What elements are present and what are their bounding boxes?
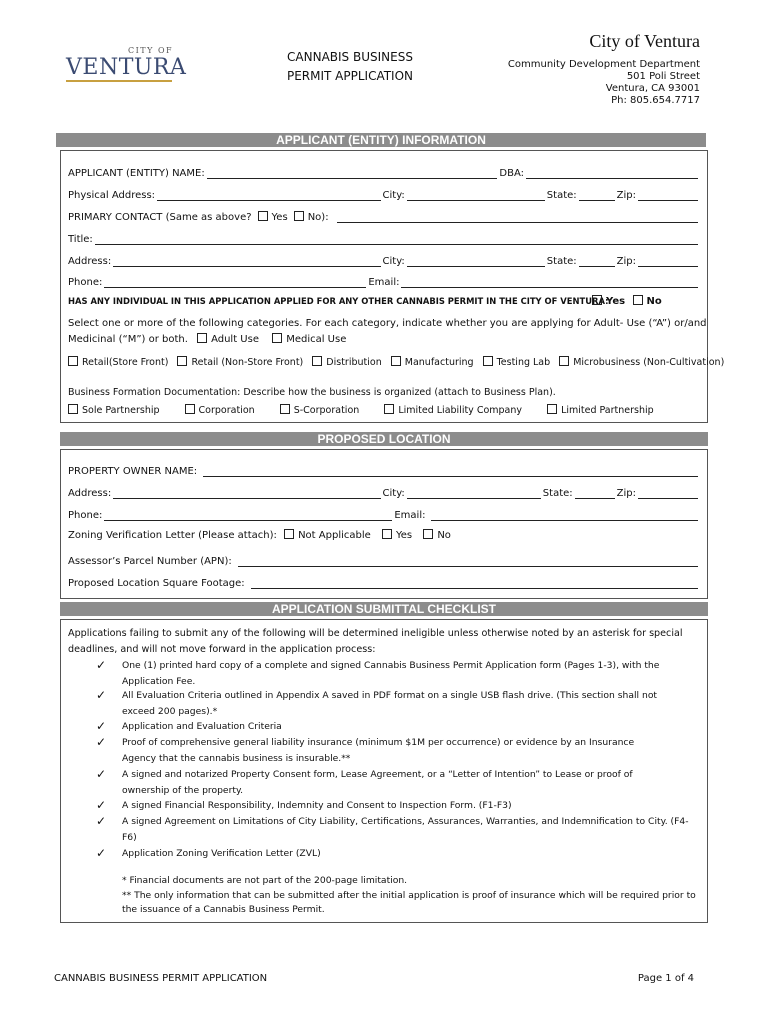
applicant-name-row — [68, 166, 700, 179]
check-icon: ✓ — [96, 767, 107, 781]
state-label: State: — [546, 190, 577, 201]
zoning-no-label: No — [437, 530, 451, 541]
check-icon: ✓ — [96, 814, 107, 828]
zoning-yes-label: Yes — [395, 530, 413, 541]
primary-contact-label: PRIMARY CONTACT (Same as above? — [68, 212, 252, 223]
logo-small-text: CITY OF — [128, 46, 174, 55]
city-state: Ventura, CA 93001 — [605, 83, 700, 94]
owner-name-label: PROPERTY OWNER NAME: — [68, 466, 198, 477]
medical-use-label: Medical Use — [286, 334, 347, 345]
contact-email-input[interactable] — [401, 277, 698, 288]
checklist-item-text-cont: Agency that the cannabis business is insurable.** — [122, 753, 351, 764]
corporation-label: Corporation — [198, 405, 255, 416]
location-city-input[interactable] — [407, 488, 541, 499]
checklist-item-text: A signed Agreement on Limitations of City Liability, Certifications, Assurances, Warranties, and Indemnification to City. (F4- — [122, 816, 689, 827]
contact-city-input[interactable] — [407, 256, 545, 267]
zoning-na-checkbox[interactable] — [284, 529, 294, 539]
contact-phone-label: Phone: — [68, 277, 103, 288]
apn-label: Assessor’s Parcel Number (APN): — [68, 556, 232, 567]
street: 501 Poli Street — [626, 71, 700, 82]
location-phone-label: Phone: — [68, 510, 103, 521]
checklist-item-text: Proof of comprehensive general liability insurance (minimum $1M per occurrence) or evidence by an Insurance — [122, 737, 635, 748]
check-icon: ✓ — [96, 688, 107, 702]
checklist-item-text: All Evaluation Criteria outlined in Appendix A saved in PDF format on a single USB flash drive. (This section shall not — [122, 690, 658, 701]
medical-use-checkbox[interactable] — [272, 333, 282, 343]
category-instructions — [68, 316, 708, 348]
contact-state-label: State: — [546, 256, 577, 267]
other-permit-yes-label: Yes — [606, 296, 626, 307]
primary-no-label: No): — [307, 212, 329, 223]
microbusiness-checkbox[interactable] — [559, 356, 569, 366]
note-2: ** The only information that can be submitted after the initial application is proof of insurance which will be required prior to — [122, 889, 696, 901]
zip-label: Zip: — [616, 190, 636, 201]
checklist-item-text: A signed Financial Responsibility, Indemnity and Consent to Inspection Form. (F1-F3) — [122, 800, 512, 811]
checklist-item-text: One (1) printed hard copy of a complete and signed Cannabis Business Permit Application form (Pages 1-3), with the — [122, 660, 660, 671]
retail-store-checkbox[interactable] — [68, 356, 78, 366]
s-corporation-label: S-Corporation — [293, 405, 360, 416]
category-line-1: Select one or more of the following categories. For each category, indicate whether you are applying for Adult- Use (“A”) or/and — [68, 318, 707, 329]
zoning-yes-checkbox[interactable] — [382, 529, 392, 539]
footer-title: CANNABIS BUSINESS PERMIT APPLICATION — [54, 973, 268, 984]
sqft-input[interactable] — [251, 578, 698, 589]
contact-phone-row — [68, 275, 700, 288]
title-line-2: PERMIT APPLICATION — [286, 69, 414, 83]
section-header-location: PROPOSED LOCATION — [60, 432, 708, 446]
business-type-options — [68, 356, 724, 368]
check-icon: ✓ — [96, 846, 107, 860]
other-permit-options — [592, 295, 662, 307]
checklist-item-text: A signed and notarized Property Consent form, Lease Agreement, or a “Letter of Intention” to Lease or proof of — [122, 769, 633, 780]
logo: VENTURA — [66, 55, 187, 80]
other-permit-no-checkbox[interactable] — [633, 295, 643, 305]
other-permit-no-label: No — [646, 296, 662, 307]
category-line-2-text: Medicinal (“M”) or both. — [68, 334, 188, 345]
microbusiness-label: Microbusiness (Non-Cultivation) — [573, 357, 725, 368]
checklist-item-text: Application and Evaluation Criteria — [122, 721, 282, 732]
category-line-2 — [68, 332, 708, 348]
contact-zip-input[interactable] — [638, 256, 698, 267]
checklist-item-text-cont: ownership of the property. — [122, 785, 244, 796]
zoning-na-label: Not Applicable — [298, 530, 371, 541]
llc-label: Limited Liability Company — [398, 405, 523, 416]
dba-label: DBA: — [499, 168, 524, 179]
title-line-1: CANNABIS BUSINESS — [287, 50, 413, 64]
checklist-notes — [122, 874, 706, 918]
dba-input[interactable] — [526, 168, 698, 179]
contact-state-input[interactable] — [579, 256, 615, 267]
contact-address-row — [68, 254, 700, 267]
state-input[interactable] — [579, 190, 615, 201]
location-email-input[interactable] — [431, 510, 698, 521]
distribution-label: Distribution — [326, 357, 382, 368]
city-input[interactable] — [407, 190, 545, 201]
contact-email-label: Email: — [368, 277, 400, 288]
note-3: the issuance of a Cannabis Business Permit. — [122, 904, 325, 915]
applicant-name-label: APPLICANT (ENTITY) NAME: — [68, 168, 205, 179]
logo-underline — [66, 80, 172, 82]
sole-partnership-checkbox[interactable] — [68, 404, 78, 414]
contact-phone-input[interactable] — [104, 277, 366, 288]
check-icon: ✓ — [96, 798, 107, 812]
title-row — [68, 232, 700, 245]
adult-use-label: Adult Use — [211, 334, 259, 345]
owner-name-row — [68, 464, 700, 477]
apn-input[interactable] — [238, 556, 698, 567]
zoning-label: Zoning Verification Letter (Please attach): — [68, 530, 277, 541]
distribution-checkbox[interactable] — [312, 356, 322, 366]
sqft-row — [68, 576, 700, 589]
section-header-applicant: APPLICANT (ENTITY) INFORMATION — [56, 133, 706, 147]
checklist-item-text-cont: exceed 200 pages).* — [122, 706, 218, 717]
other-permit-question: HAS ANY INDIVIDUAL IN THIS APPLICATION APPLIED FOR ANY OTHER CANNABIS PERMIT IN THE CITY OF VENTURA: — [68, 296, 609, 306]
checklist-item-text-cont: Application Fee. — [122, 676, 196, 687]
city-label: City: — [382, 190, 405, 201]
dept-name: Community Development Department — [507, 59, 700, 70]
manufacturing-checkbox[interactable] — [391, 356, 401, 366]
location-state-input[interactable] — [575, 488, 615, 499]
department-address — [480, 59, 700, 107]
location-state-label: State: — [542, 488, 573, 499]
llc-checkbox[interactable] — [384, 404, 394, 414]
zoning-no-checkbox[interactable] — [423, 529, 433, 539]
location-address-input[interactable] — [113, 488, 380, 499]
retail-nonstore-checkbox[interactable] — [177, 356, 187, 366]
check-icon: ✓ — [96, 735, 107, 749]
zip-input[interactable] — [638, 190, 698, 201]
phone: Ph: 805.654.7717 — [611, 95, 700, 106]
zoning-row — [68, 529, 451, 541]
limited-partnership-label: Limited Partnership — [561, 405, 654, 416]
other-permit-yes-checkbox[interactable] — [592, 295, 602, 305]
primary-yes-checkbox[interactable] — [258, 211, 268, 221]
apn-row — [68, 554, 700, 567]
page-number: Page 1 of 4 — [637, 973, 694, 984]
checklist-intro-2: deadlines, and will not move forward in the application process: — [68, 644, 376, 655]
checklist-intro-1: Applications failing to submit any of the following will be determined ineligible unless otherwise noted by an asterisk for special — [68, 628, 683, 639]
location-address-label: Address: — [68, 488, 112, 499]
location-city-label: City: — [382, 488, 405, 499]
note-1: * Financial documents are not part of the 200-page limitation. — [122, 875, 408, 886]
retail-store-label: Retail(Store Front) — [82, 357, 169, 368]
section-header-checklist: APPLICATION SUBMITTAL CHECKLIST — [60, 602, 708, 616]
check-icon: ✓ — [96, 719, 107, 733]
primary-contact-row — [68, 210, 700, 223]
page-title — [270, 48, 430, 86]
s-corporation-checkbox[interactable] — [280, 404, 290, 414]
location-zip-input[interactable] — [638, 488, 698, 499]
retail-nonstore-label: Retail (Non-Store Front) — [191, 357, 304, 368]
sqft-label: Proposed Location Square Footage: — [68, 578, 245, 589]
city-name: City of Ventura — [589, 31, 700, 51]
contact-address-input[interactable] — [113, 256, 380, 267]
entity-type-options — [68, 404, 654, 416]
title-input[interactable] — [95, 234, 698, 245]
adult-use-checkbox[interactable] — [197, 333, 207, 343]
title-label: Title: — [68, 234, 93, 245]
checklist-item-text-cont: F6) — [122, 832, 137, 843]
contact-city-label: City: — [382, 256, 405, 267]
corporation-checkbox[interactable] — [185, 404, 195, 414]
testing-lab-label: Testing Lab — [496, 357, 551, 368]
checklist-intro — [68, 626, 708, 658]
location-zip-label: Zip: — [616, 488, 636, 499]
physical-address-label: Physical Address: — [68, 190, 156, 201]
primary-contact-input[interactable] — [337, 212, 698, 223]
location-address-row — [68, 486, 700, 499]
location-phone-row — [68, 508, 700, 521]
primary-yes-label: Yes — [271, 212, 288, 223]
primary-no-checkbox[interactable] — [294, 211, 304, 221]
sole-partnership-label: Sole Partnership — [82, 405, 160, 416]
location-phone-input[interactable] — [104, 510, 392, 521]
manufacturing-label: Manufacturing — [404, 357, 474, 368]
physical-address-input[interactable] — [157, 190, 380, 201]
formation-instructions: Business Formation Documentation: Describe how the business is organized (attach to Business Plan). — [68, 387, 556, 398]
applicant-name-input[interactable] — [207, 168, 498, 179]
owner-name-input[interactable] — [203, 466, 698, 477]
physical-address-row — [68, 188, 700, 201]
testing-lab-checkbox[interactable] — [483, 356, 493, 366]
check-icon: ✓ — [96, 658, 107, 672]
limited-partnership-checkbox[interactable] — [547, 404, 557, 414]
contact-zip-label: Zip: — [616, 256, 636, 267]
contact-address-label: Address: — [68, 256, 112, 267]
location-email-label: Email: — [394, 510, 426, 521]
checklist-item-text: Application Zoning Verification Letter (ZVL) — [122, 848, 321, 859]
